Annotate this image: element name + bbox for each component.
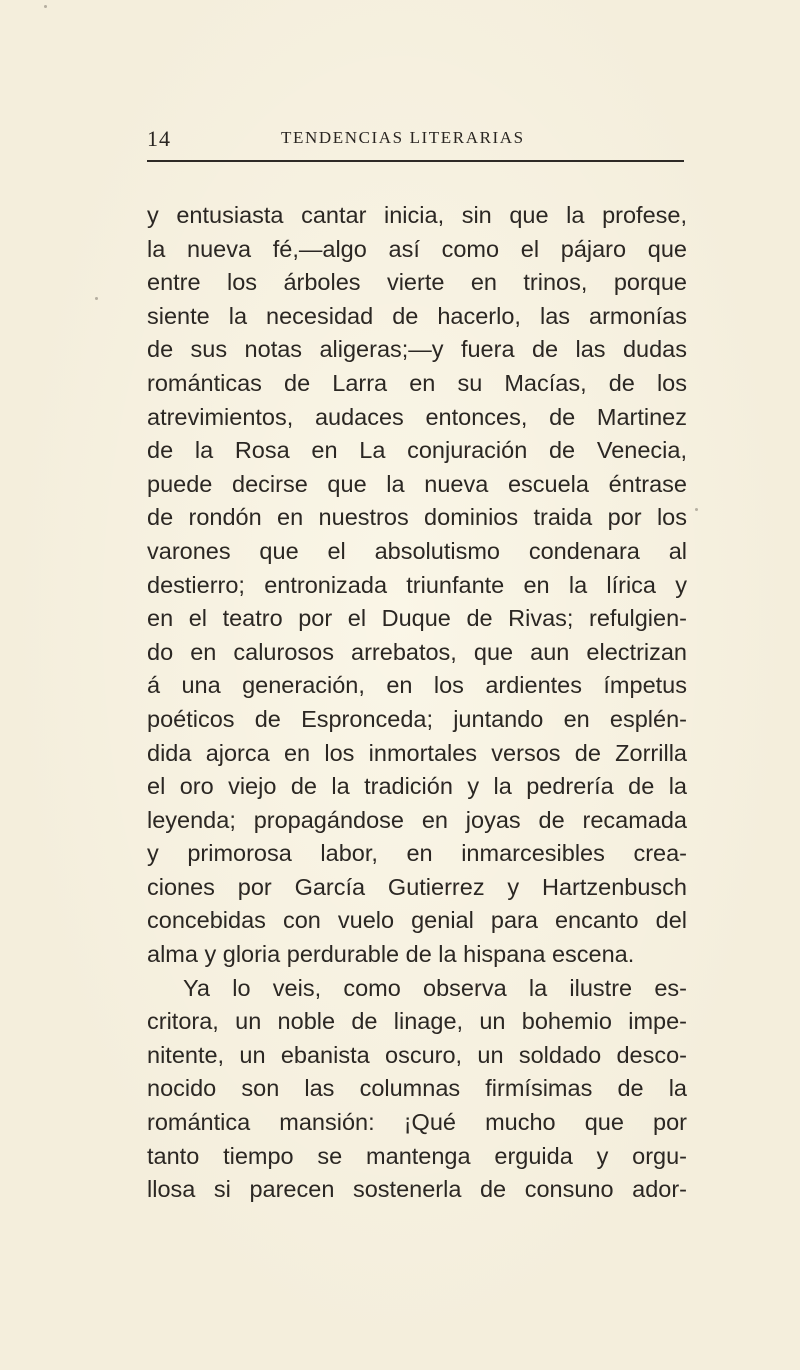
text-line: nocido son las columnas firmísimas de la bbox=[147, 1075, 687, 1102]
text-line: poéticos de Espronceda; juntando en esplén- bbox=[147, 705, 687, 732]
text-line: atrevimientos, audaces entonces, de Martinez bbox=[147, 403, 687, 430]
text-line: de sus notas aligeras;—y fuera de las dudas bbox=[147, 336, 687, 363]
text-line: puede decirse que la nueva escuela éntrase bbox=[147, 470, 687, 497]
text-line: leyenda; propagándose en joyas de recamada bbox=[147, 806, 687, 833]
text-line: Ya lo veis, como observa la ilustre es- bbox=[183, 974, 687, 1001]
text-line: siente la necesidad de hacerlo, las armonías bbox=[147, 302, 687, 329]
paper-fleck bbox=[95, 297, 98, 300]
text-line: ciones por García Gutierrez y Hartzenbusch bbox=[147, 873, 687, 900]
header-rule bbox=[147, 160, 684, 162]
text-line: romántica mansión: ¡Qué mucho que por bbox=[147, 1109, 687, 1136]
text-line: nitente, un ebanista oscuro, un soldado desco- bbox=[147, 1041, 687, 1068]
page-header bbox=[147, 126, 687, 154]
text-line: dida ajorca en los inmortales versos de Zorrilla bbox=[147, 739, 687, 766]
text-line: de la Rosa en La conjuración de Venecia, bbox=[147, 437, 687, 464]
paper-fleck bbox=[695, 508, 698, 511]
body-text bbox=[147, 199, 687, 1207]
text-line: entre los árboles vierte en trinos, porque bbox=[147, 269, 687, 296]
text-line: concebidas con vuelo genial para encanto del bbox=[147, 907, 687, 934]
text-line: alma y gloria perdurable de la hispana escena. bbox=[147, 941, 635, 968]
paper-fleck bbox=[44, 5, 47, 8]
running-head: TENDENCIAS LITERARIAS bbox=[281, 128, 525, 147]
text-line: el oro viejo de la tradición y la pedrería de la bbox=[147, 773, 687, 800]
text-line: critora, un noble de linage, un bohemio impe- bbox=[147, 1008, 687, 1035]
text-line: llosa si parecen sostenerla de consuno ador- bbox=[147, 1176, 687, 1203]
text-line: románticas de Larra en su Macías, de los bbox=[147, 369, 687, 396]
text-line: la nueva fé,—algo así como el pájaro que bbox=[147, 235, 687, 262]
text-line: de rondón en nuestros dominios traida por los bbox=[147, 504, 687, 531]
text-line: á una generación, en los ardientes ímpetus bbox=[147, 672, 687, 699]
text-line: do en calurosos arrebatos, que aun electrizan bbox=[147, 638, 687, 665]
text-line: destierro; entronizada triunfante en la lírica y bbox=[147, 571, 687, 598]
text-line: varones que el absolutismo condenara al bbox=[147, 537, 687, 564]
page-number: 14 bbox=[147, 126, 171, 151]
text-line: y entusiasta cantar inicia, sin que la profese, bbox=[147, 202, 687, 228]
text-line: tanto tiempo se mantenga erguida y orgu- bbox=[147, 1142, 687, 1169]
text-line: en el teatro por el Duque de Rivas; refulgien- bbox=[147, 605, 687, 632]
text-line: y primorosa labor, en inmarcesibles crea- bbox=[147, 840, 687, 867]
